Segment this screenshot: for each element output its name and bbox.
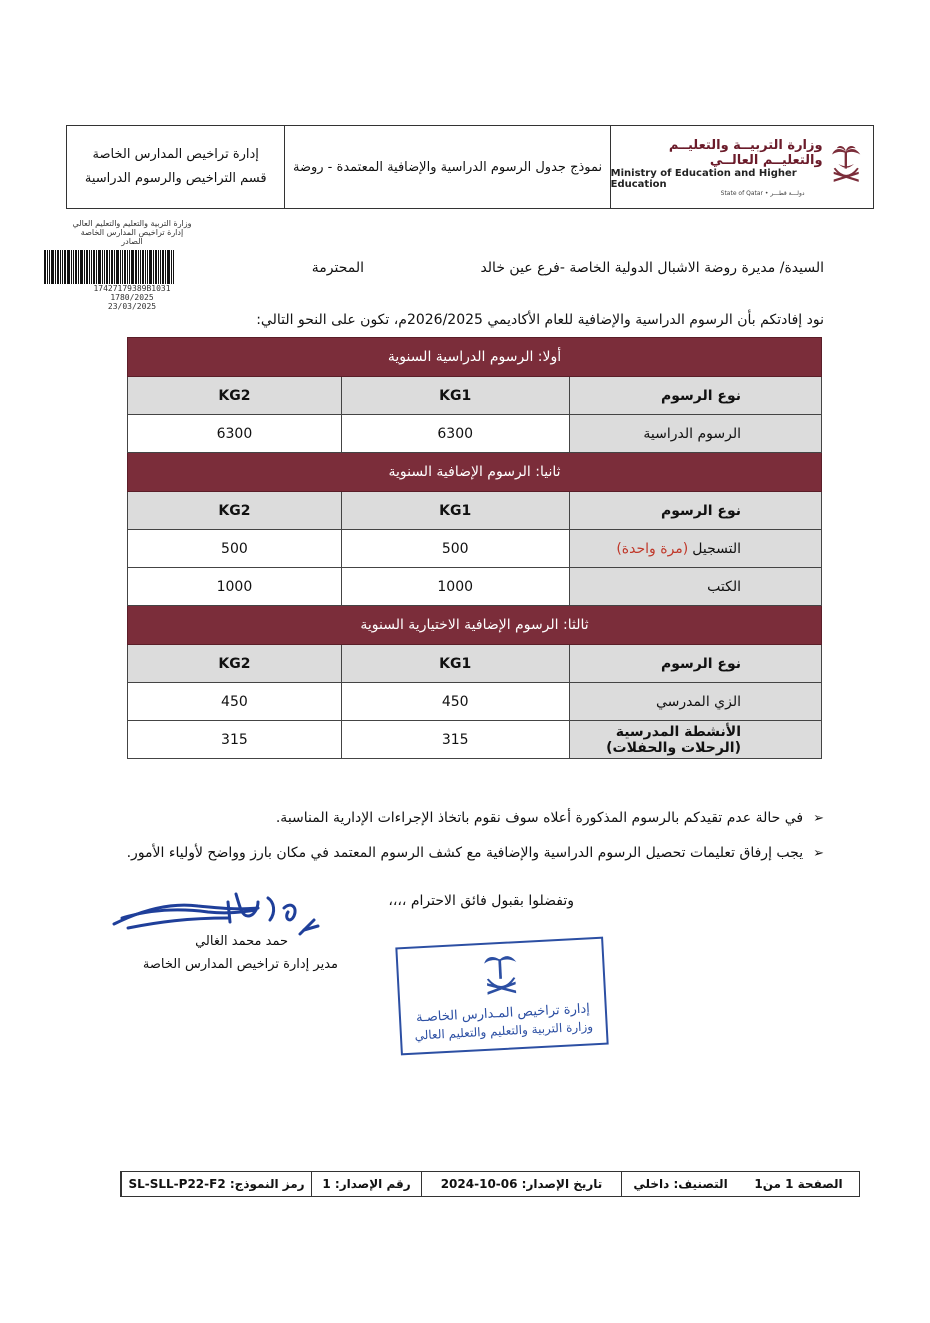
ministry-name <box>611 138 823 197</box>
official-stamp-line2: وزارة التربية والتعليم والتعليم العالي <box>414 1019 594 1043</box>
outgoing-stamp-line2: إدارة تراخيص المدارس الخاصة <box>80 228 184 237</box>
outgoing-stamp-line1: وزارة التربية والتعليم والتعليم العالي <box>72 219 192 228</box>
barcode-bar <box>60 250 61 284</box>
column-header: KG1 <box>341 377 569 415</box>
barcode-number: 17427179389B1031 <box>93 284 171 293</box>
section-title: أولا: الرسوم الدراسية السنوية <box>128 338 822 377</box>
table-row <box>128 530 822 568</box>
classification: التصنيف: داخلي <box>621 1172 739 1196</box>
barcode-bar <box>84 250 85 284</box>
table-row <box>128 568 822 606</box>
honorific: المحترمة <box>311 260 364 276</box>
barcode-bar <box>127 250 128 284</box>
barcode-bar <box>153 250 154 284</box>
department-cell <box>67 126 284 208</box>
kg2-value: 450 <box>128 683 342 721</box>
barcode-bar <box>75 250 77 284</box>
barcode-bar <box>140 250 141 284</box>
kg2-value: 500 <box>128 530 342 568</box>
note-text: يجب إرفاق تعليمات تحصيل الرسوم الدراسية والإضافية مع كشف الرسوم المعتمد في مكان بارز وواضح لأولياء الأمور. <box>126 845 804 861</box>
barcode-bar <box>57 250 59 284</box>
barcode-bar <box>111 250 113 284</box>
note-2 <box>127 845 824 861</box>
signatory-name: حمد محمد الغالي <box>195 934 288 949</box>
ministry-name-ar: وزارة التربيــة والتعليــم والتعليــم العالــي <box>668 137 823 168</box>
barcode-bar <box>167 250 170 284</box>
barcode-bar <box>102 250 103 284</box>
table-row <box>128 683 822 721</box>
column-header-row <box>128 377 822 415</box>
barcode-bar <box>109 250 110 284</box>
barcode-bar <box>131 250 134 284</box>
barcode-bar <box>162 250 164 284</box>
barcode-bar <box>122 250 123 284</box>
table-row <box>128 721 822 759</box>
barcode-bar <box>160 250 161 284</box>
handwritten-signature-icon <box>108 872 328 942</box>
addressee: السيدة/ مديرة روضة الاشبال الدولية الخاصة -فرع عين خالد <box>480 260 824 276</box>
outgoing-stamp <box>42 219 222 311</box>
note-1 <box>276 810 824 826</box>
kg2-value: 6300 <box>128 415 342 453</box>
note-text: في حالة عدم تقيدكم بالرسوم المذكورة أعلاه سوف نقوم باتخاذ الإجراءات الإدارية المناسبة. <box>275 810 804 826</box>
column-header: KG1 <box>341 645 569 683</box>
fee-label: التسجيل <box>692 540 741 557</box>
signatory-title: مدير إدارة تراخيص المدارس الخاصة <box>142 957 338 972</box>
barcode-bar <box>149 250 152 284</box>
ministry-emblem-icon <box>829 139 863 195</box>
barcode-bar <box>96 250 97 284</box>
column-header: نوع الرسوم <box>569 377 821 415</box>
kg1-value: 450 <box>341 683 569 721</box>
barcode-bar <box>80 250 83 284</box>
form-title: نموذج جدول الرسوم الدراسية والإضافية المعتمدة - روضة <box>284 126 609 208</box>
section-title: ثانيا: الرسوم الإضافية السنوية <box>128 453 822 492</box>
official-stamp <box>395 937 608 1056</box>
barcode-bar <box>47 250 48 284</box>
fee-type-cell <box>569 683 821 721</box>
fee-type-cell <box>569 721 821 759</box>
reference-number: 1780/2025 <box>110 293 154 302</box>
barcode-bar <box>173 250 174 284</box>
barcode-bar <box>86 250 88 284</box>
barcode-bar <box>142 250 144 284</box>
barcode-bar <box>147 250 148 284</box>
fee-label: الأنشطة المدرسية (الرحلات والحفلات) <box>606 723 741 756</box>
barcode-bar <box>49 250 50 284</box>
barcode-bar <box>62 250 63 284</box>
ministry-name-en: Ministry of Education and Higher Education <box>610 167 797 190</box>
barcode-bar <box>116 250 119 284</box>
barcode-bar <box>98 250 101 284</box>
barcode-bar <box>165 250 166 284</box>
kg1-value: 1000 <box>341 568 569 606</box>
section-name: قسم التراخيص والرسوم الدراسية <box>84 171 267 186</box>
column-header: KG1 <box>341 492 569 530</box>
barcode-bar <box>158 250 159 284</box>
barcode-bar <box>55 250 56 284</box>
barcode-bar <box>106 250 108 284</box>
ministry-emblem-icon <box>480 951 523 1003</box>
barcode-bar <box>138 250 139 284</box>
issue-date: تاريخ الإصدار: 06-10-2024 <box>421 1172 621 1196</box>
barcode-bar <box>114 250 115 284</box>
fee-type-cell <box>569 568 821 606</box>
fee-type-cell <box>569 415 821 453</box>
intro-text: نود إفادتكم بأن الرسوم الدراسية والإضافية للعام الأكاديمي 2026/2025م، تكون على النحو التالي: <box>256 312 824 328</box>
column-header: KG2 <box>128 492 342 530</box>
barcode-bar <box>129 250 130 284</box>
state-label: State of Qatar • دولـــة قطـــر <box>720 189 805 197</box>
barcode-bar <box>120 250 121 284</box>
arrow-bullet-icon: ➢ <box>813 846 824 861</box>
fee-label: الزي المدرسي <box>655 693 741 710</box>
column-header: KG2 <box>128 377 342 415</box>
barcode-bar <box>67 250 70 284</box>
arrow-bullet-icon: ➢ <box>813 811 824 826</box>
fee-note: (مرة واحدة) <box>616 540 689 557</box>
official-stamp-line1: إدارة تراخيص المـدارس الخاصـة <box>415 1001 591 1026</box>
barcode-bar <box>71 250 72 284</box>
kg2-value: 1000 <box>128 568 342 606</box>
ministry-logo-cell <box>610 126 873 208</box>
closing: وتفضلوا بقبول فائق الاحترام ،،،، <box>388 893 574 909</box>
form-code: رمز النموذج: SL-SLL-P22-F2 <box>121 1172 311 1196</box>
barcode <box>44 250 222 284</box>
barcode-bar <box>124 250 126 284</box>
document-footer <box>120 1171 860 1197</box>
column-header-row <box>128 645 822 683</box>
barcode-bar <box>89 250 90 284</box>
section-title: ثالثا: الرسوم الإضافية الاختيارية السنوية <box>128 606 822 645</box>
column-header: KG2 <box>128 645 342 683</box>
column-header: نوع الرسوم <box>569 492 821 530</box>
outgoing-stamp-line3: الصادر <box>121 237 143 246</box>
barcode-bar <box>73 250 74 284</box>
barcode-bar <box>51 250 54 284</box>
fee-type-cell <box>569 530 821 568</box>
barcode-bar <box>135 250 137 284</box>
column-header: نوع الرسوم <box>569 645 821 683</box>
barcode-bar <box>64 250 66 284</box>
kg2-value: 315 <box>128 721 342 759</box>
barcode-bar <box>155 250 157 284</box>
issue-number: رقم الإصدار: 1 <box>311 1172 421 1196</box>
page-number: الصفحة 1 من1 <box>754 1177 843 1191</box>
kg1-value: 6300 <box>341 415 569 453</box>
fee-label: الرسوم الدراسية <box>643 425 741 442</box>
barcode-bar <box>93 250 95 284</box>
barcode-bar <box>104 250 105 284</box>
barcode-bar <box>44 250 46 284</box>
fees-table <box>127 337 822 759</box>
barcode-bar <box>171 250 172 284</box>
document-header <box>66 125 874 209</box>
department-name: إدارة تراخيص المدارس الخاصة <box>92 147 259 162</box>
column-header-row <box>128 492 822 530</box>
kg1-value: 315 <box>341 721 569 759</box>
table-row <box>128 415 822 453</box>
barcode-bar <box>91 250 92 284</box>
outgoing-date: 23/03/2025 <box>107 302 157 311</box>
barcode-bar <box>78 250 79 284</box>
fee-label: الكتب <box>707 578 741 595</box>
kg1-value: 500 <box>341 530 569 568</box>
barcode-bar <box>145 250 146 284</box>
